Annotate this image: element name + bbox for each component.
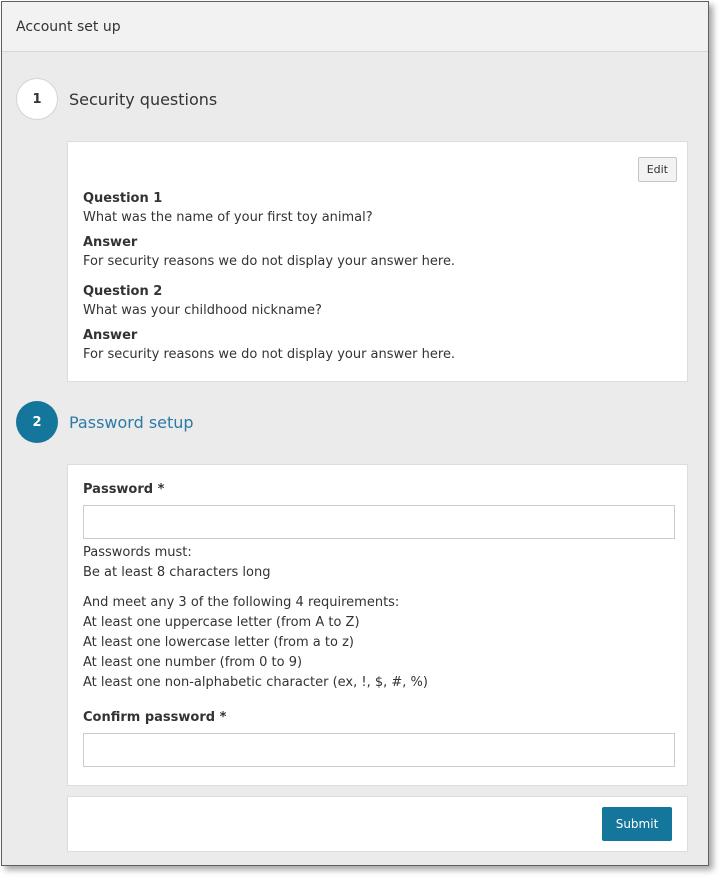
requirement-non-alphabetic: At least one non-alphabetic character (ex, !, $, #, %) [83,675,428,690]
rule-length: Be at least 8 characters long [83,565,271,580]
answer-1-label: Answer [83,235,138,250]
answer-2-block [83,326,455,365]
password-setup-card [67,464,688,786]
question-2-block [83,282,322,321]
question-2-text: What was your childhood nickname? [83,303,322,318]
password-label: Password * [83,482,165,497]
edit-button[interactable]: Edit [638,157,677,182]
answer-2-text: For security reasons we do not display your answer here. [83,347,456,362]
submit-button[interactable]: Submit [602,807,672,841]
password-input[interactable] [83,505,675,539]
requirement-lowercase: At least one lowercase letter (from a to z) [83,635,354,650]
security-questions-card [67,141,688,382]
page-header [2,2,708,52]
step-title-security-questions: Security questions [69,89,218,109]
password-rules [83,543,270,583]
actions-bar [67,796,688,852]
confirm-password-label: Confirm password * [83,710,227,725]
step-number-1: 1 [16,78,58,120]
step-number-2: 2 [16,401,58,443]
requirement-uppercase: At least one uppercase letter (from A to Z) [83,615,360,630]
account-setup-window [1,1,709,866]
step-title-password-setup: Password setup [69,412,194,432]
requirement-number: At least one number (from 0 to 9) [83,655,303,670]
question-1-label: Question 1 [83,191,163,206]
password-requirements [83,593,428,693]
rules-title: Passwords must: [83,545,192,560]
answer-2-label: Answer [83,328,138,343]
question-1-text: What was the name of your first toy animal? [83,210,373,225]
answer-1-block [83,233,455,272]
step-password-setup [16,401,194,443]
question-2-label: Question 2 [83,284,163,299]
step-security-questions [16,78,217,120]
question-1-block [83,189,373,228]
requirements-title: And meet any 3 of the following 4 requirements: [83,595,400,610]
page-title: Account set up [16,18,121,35]
confirm-password-input[interactable] [83,733,675,767]
answer-1-text: For security reasons we do not display your answer here. [83,254,456,269]
